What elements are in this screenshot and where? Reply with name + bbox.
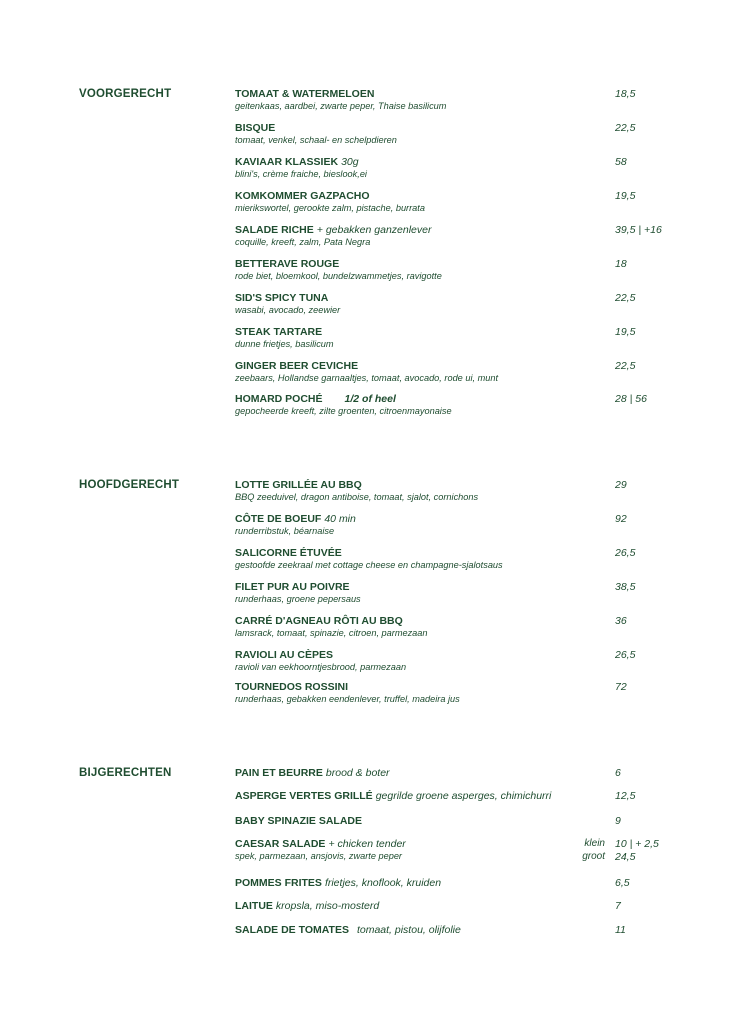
item-price: 12,5 (615, 790, 636, 802)
item-price: 19,5 (615, 190, 636, 202)
item-price: 9 (615, 815, 621, 827)
item-price: 18,5 (615, 88, 636, 100)
item-price: 92 (615, 513, 627, 525)
section-title: BIJGERECHTEN (79, 767, 172, 779)
item-extra: + chicken tender (328, 838, 406, 850)
item-name: BABY SPINAZIE SALADE (235, 815, 362, 827)
item-description: BBQ zeeduivel, dragon antiboise, tomaat, sjalot, cornichons (235, 492, 479, 502)
item-name: CÔTE DE BOEUF 40 min (235, 513, 356, 525)
item-description: lamsrack, tomaat, spinazie, citroen, parmezaan (235, 628, 428, 638)
item-name: SALADE DE TOMATES tomaat, pistou, olijfolie (235, 924, 461, 936)
item-name: TOURNEDOS ROSSINI (235, 681, 348, 693)
item-name: RAVIOLI AU CÈPES (235, 649, 334, 661)
item-price: 26,5 (615, 649, 636, 661)
item-extra: gegrilde groene asperges, chimichurri (375, 790, 552, 802)
item-description: runderhaas, gebakken eendenlever, truffel, madeira jus (235, 694, 460, 704)
item-description: runderhaas, groene pepersaus (235, 594, 361, 604)
item-name: TOMAAT & WATERMELOEN (235, 88, 375, 100)
menu-item (235, 767, 675, 779)
item-name: SALADE RICHE + gebakken ganzenlever (235, 224, 432, 236)
item-description: tomaat, venkel, schaal- en schelpdieren (235, 135, 397, 145)
item-price: 26,5 (615, 547, 636, 559)
menu-item (235, 360, 675, 383)
menu-item (235, 547, 675, 570)
item-name: SALICORNE ÉTUVÉE (235, 547, 342, 559)
menu-item (235, 122, 675, 145)
item-price: 6 (615, 767, 621, 779)
menu-item (235, 479, 675, 502)
menu-item (235, 581, 675, 604)
item-extra: brood & boter (325, 767, 390, 779)
item-name: KAVIAAR KLASSIEK 30g (235, 156, 359, 168)
item-description: runderribstuk, béarnaise (235, 526, 335, 536)
item-description: rode biet, bloemkool, bundelzwammetjes, ravigotte (235, 271, 442, 281)
item-name: CAESAR SALADE + chicken tender (235, 838, 406, 850)
item-description: coquille, kreeft, zalm, Pata Negra (235, 237, 371, 247)
menu-item (235, 224, 675, 247)
item-name: KOMKOMMER GAZPACHO (235, 190, 370, 202)
menu-item (235, 393, 675, 416)
item-name: BISQUE (235, 122, 276, 134)
item-description: zeebaars, Hollandse garnaaltjes, tomaat, avocado, rode ui, munt (235, 373, 499, 383)
item-name: ASPERGE VERTES GRILLÉ gegrilde groene asperges, chimichurri (235, 790, 552, 802)
section-title: VOORGERECHT (79, 88, 172, 100)
menu-item (235, 877, 675, 889)
menu-item (235, 838, 675, 861)
item-name: LAITUE kropsla, miso-mosterd (235, 900, 380, 912)
item-price: 22,5 (615, 122, 636, 134)
item-description: gepocheerde kreeft, zilte groenten, citroenmayonaise (235, 406, 452, 416)
item-description: mierikswortel, gerookte zalm, pistache, burrata (235, 203, 425, 213)
item-extra: 30g (341, 156, 359, 168)
menu-item (235, 924, 675, 936)
item-name: FILET PUR AU POIVRE (235, 581, 350, 593)
menu-item (235, 649, 675, 672)
menu-item (235, 326, 675, 349)
item-name: STEAK TARTARE (235, 326, 323, 338)
item-price: 22,5 (615, 292, 636, 304)
item-name: BETTERAVE ROUGE (235, 258, 340, 270)
item-price: 29 (615, 479, 627, 491)
item-description: gestoofde zeekraal met cottage cheese en champagne-sjalotsaus (235, 560, 503, 570)
menu-item (235, 88, 675, 111)
item-price: 72 (615, 681, 627, 693)
item-price: 58 (615, 156, 627, 168)
item-extra: + gebakken ganzenlever (316, 224, 432, 236)
item-name: POMMES FRITES frietjes, knoflook, kruiden (235, 877, 442, 889)
item-price: 28 | 56 (615, 393, 647, 405)
menu-item (235, 292, 675, 315)
item-price: 11 (615, 924, 626, 936)
item-extra: 1/2 of heel (344, 393, 396, 405)
item-price: 6,5 (615, 877, 630, 889)
item-price: 38,5 (615, 581, 636, 593)
item-price: 18 (615, 258, 627, 270)
menu-item (235, 615, 675, 638)
menu-item (235, 815, 675, 827)
menu-item (235, 156, 675, 179)
size-label-small: klein (584, 838, 605, 849)
item-price: 10 | + 2,5 (615, 838, 659, 850)
item-name: GINGER BEER CEVICHE (235, 360, 359, 372)
menu-item (235, 513, 675, 536)
menu-item (235, 790, 675, 802)
item-extra: kropsla, miso-mosterd (275, 900, 380, 912)
size-label-large: groot (582, 851, 605, 862)
menu-item (235, 258, 675, 281)
item-description: wasabi, avocado, zeewier (235, 305, 341, 315)
item-name: PAIN ET BEURRE brood & boter (235, 767, 390, 779)
item-extra: tomaat, pistou, olijfolie (356, 924, 461, 936)
item-price: 19,5 (615, 326, 636, 338)
item-description: spek, parmezaan, ansjovis, zwarte peper (235, 851, 402, 861)
item-extra: 40 min (324, 513, 356, 525)
menu-item (235, 681, 675, 704)
menu-item (235, 900, 675, 912)
item-extra: frietjes, knoflook, kruiden (324, 877, 442, 889)
item-price: 7 (615, 900, 621, 912)
item-description: geitenkaas, aardbei, zwarte peper, Thaise basilicum (235, 101, 447, 111)
item-price: 36 (615, 615, 627, 627)
item-price: 22,5 (615, 360, 636, 372)
section-title: HOOFDGERECHT (79, 479, 180, 491)
item-price-large: 24,5 (615, 851, 636, 863)
item-name: HOMARD POCHÉ 1/2 of heel (235, 393, 396, 405)
item-name: SID'S SPICY TUNA (235, 292, 329, 304)
item-description: ravioli van eekhoorntjesbrood, parmezaan (235, 662, 407, 672)
item-name: CARRÉ D'AGNEAU RÔTI AU BBQ (235, 615, 403, 627)
item-name: LOTTE GRILLÉE AU BBQ (235, 479, 362, 491)
item-price: 39,5 | +16 (615, 224, 662, 236)
item-description: blini's, crème fraiche, bieslook,ei (235, 169, 367, 179)
item-description: dunne frietjes, basilicum (235, 339, 334, 349)
menu-item (235, 190, 675, 213)
